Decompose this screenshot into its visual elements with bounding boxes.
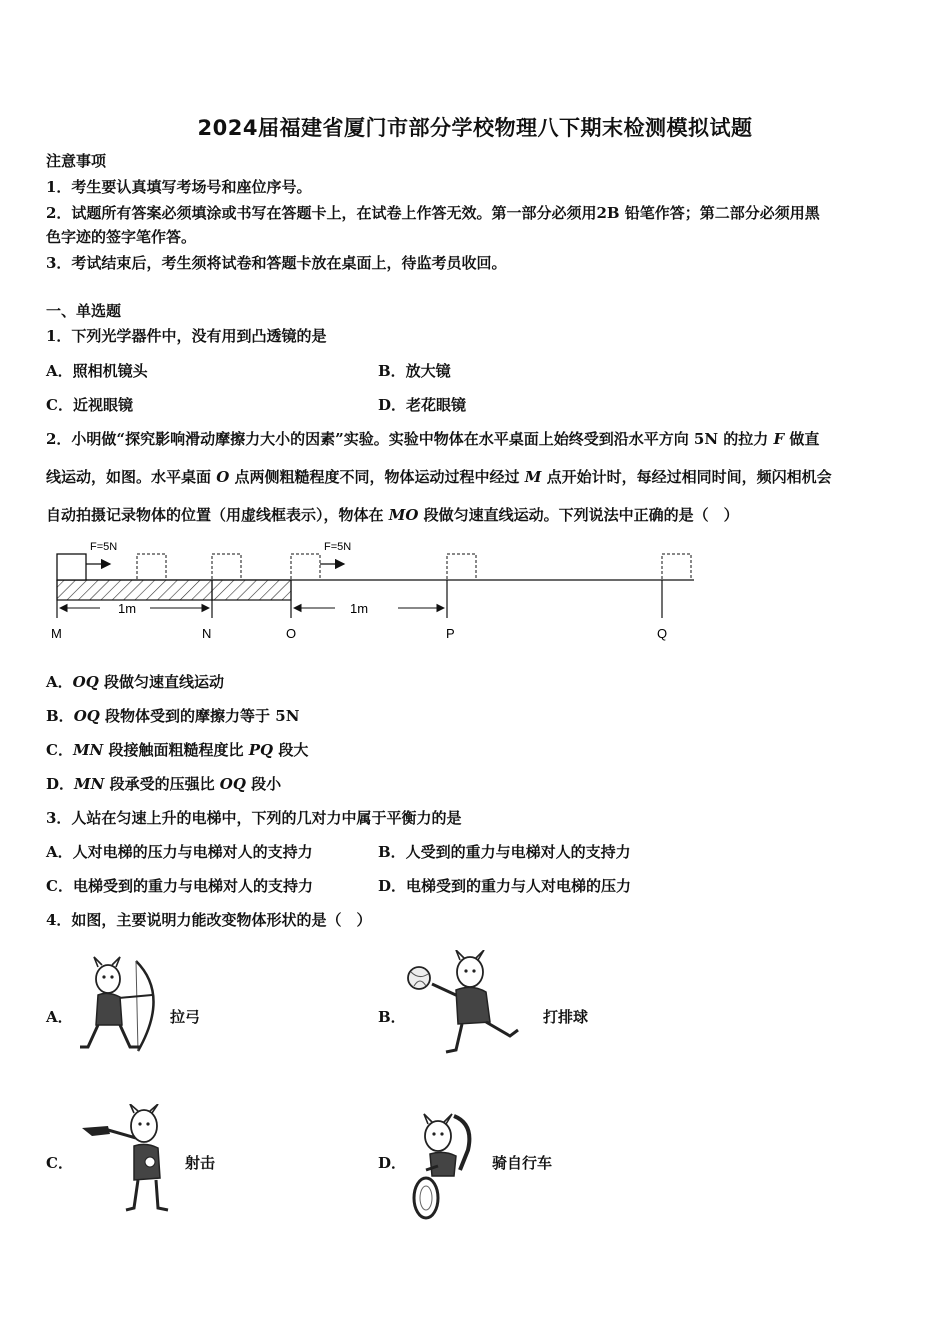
point-o: O [286, 626, 297, 641]
q2-var-m: M [524, 468, 542, 486]
point-m: M [51, 626, 62, 641]
q2-var-mo: MO [388, 506, 419, 524]
q2-option-c [46, 737, 308, 763]
frame-position [212, 554, 241, 580]
distance-label-2: 1m [350, 601, 369, 616]
q2-option-a [46, 669, 224, 695]
q2-option-d [46, 771, 281, 797]
option-text: 段大 [273, 741, 309, 759]
q2-text: 线运动，如图。水平桌面 [46, 468, 217, 486]
option-text: 段做匀速直线运动 [98, 673, 225, 691]
point-q: Q [657, 626, 668, 641]
q3-option-c: C．电梯受到的重力与电梯对人的支持力 [46, 877, 313, 895]
q2-text: 点两侧粗糙程度不同，物体运动过程中经过 [229, 468, 525, 486]
q3-option-d: D．电梯受到的重力与人对电梯的压力 [378, 877, 632, 895]
q3-stem: 3．人站在匀速上升的电梯中，下列的几对力中属于平衡力的是 [46, 809, 462, 827]
option-letter: D． [46, 775, 75, 793]
frame-position [662, 554, 691, 580]
option-var: OQ [72, 673, 99, 691]
notice-item-2-cont: 色字迹的签字笔作答。 [46, 228, 197, 246]
option-var: MN [72, 741, 104, 759]
q4-option-c-label: 射击 [185, 1154, 216, 1172]
q2-text: 做直 [784, 430, 820, 448]
q3-option-a: A．人对电梯的压力与电梯对人的支持力 [46, 843, 313, 861]
q2-stem-line1 [46, 426, 819, 452]
section-heading: 一、单选题 [46, 302, 122, 320]
option-text: 段小 [245, 775, 282, 793]
q1-stem: 1．下列光学器件中，没有用到凸透镜的是 [46, 327, 327, 345]
q4-option-a-label: 拉弓 [170, 1008, 201, 1026]
frame-position [447, 554, 476, 580]
option-text: 段承受的压强比 [104, 775, 220, 793]
q1-option-a: A．照相机镜头 [46, 362, 148, 380]
point-n: N [202, 626, 212, 641]
option-var: PQ [248, 741, 274, 759]
q2-text: 2．小明做“探究影响滑动摩擦力大小的因素”实验。实验中物体在水平桌面上始终受到沿水平方向 5N 的拉力 [46, 430, 774, 448]
q2-text: 自动拍摄记录物体的位置（用虚线框表示），物体在 [46, 506, 389, 524]
option-letter: A． [46, 673, 73, 691]
point-p: P [446, 626, 455, 641]
q2-option-b [46, 703, 299, 729]
volleyball-player-icon [406, 950, 540, 1060]
distance-label-1: 1m [118, 601, 137, 616]
option-var: OQ [73, 707, 100, 725]
notice-item-3: 3．考试结束后，考生须将试卷和答题卡放在桌面上，待监考员收回。 [46, 254, 507, 272]
rough-surface [57, 580, 291, 600]
notice-item-2: 2．试题所有答案必须填涂或书写在答题卡上，在试卷上作答无效。第一部分必须用2B 铅笔作答；第二部分必须用黑 [46, 204, 820, 222]
notice-heading: 注意事项 [46, 152, 107, 170]
q1-option-c: C．近视眼镜 [46, 396, 133, 414]
q2-stem-line2 [46, 464, 832, 490]
q4-option-b-label: 打排球 [543, 1008, 589, 1026]
friction-diagram [40, 536, 720, 648]
frame-position [291, 554, 320, 580]
option-letter: B． [46, 707, 74, 725]
option-text: 段物体受到的摩擦力等于 5N [99, 707, 300, 725]
block [57, 554, 86, 580]
q4-option-b-letter: B． [378, 1008, 406, 1026]
force-label-1: F=5N [90, 541, 118, 553]
shooter-icon [78, 1104, 178, 1214]
q3-option-b: B．人受到的重力与电梯对人的支持力 [378, 843, 631, 861]
archer-icon [78, 955, 168, 1059]
option-letter: C． [46, 741, 73, 759]
notice-item-1: 1．考生要认真填写考场号和座位序号。 [46, 178, 312, 196]
q2-stem-line3 [46, 502, 739, 528]
q4-option-a-letter: A． [46, 1008, 73, 1026]
frame-position [137, 554, 166, 580]
q2-var-o: O [216, 468, 230, 486]
page-title: 2024届福建省厦门市部分学校物理八下期末检测模拟试题 [197, 116, 753, 140]
cyclist-icon [404, 1110, 484, 1222]
q4-option-d-letter: D． [378, 1154, 407, 1172]
option-text: 段接触面粗糙程度比 [103, 741, 249, 759]
q4-stem: 4．如图，主要说明力能改变物体形状的是（ ） [46, 911, 372, 929]
q2-text: 点开始计时，每经过相同时间，频闪相机会 [541, 468, 832, 486]
option-var: OQ [219, 775, 246, 793]
option-var: MN [74, 775, 105, 793]
q1-option-d: D．老花眼镜 [378, 396, 467, 414]
q4-option-c-letter: C． [46, 1154, 73, 1172]
q4-option-d-label: 骑自行车 [492, 1154, 553, 1172]
q2-var-f: F [773, 430, 785, 448]
q2-text: 段做匀速直线运动。下列说法中正确的是（ ） [418, 506, 739, 524]
q1-option-b: B．放大镜 [378, 362, 451, 380]
force-label-2: F=5N [324, 541, 352, 553]
